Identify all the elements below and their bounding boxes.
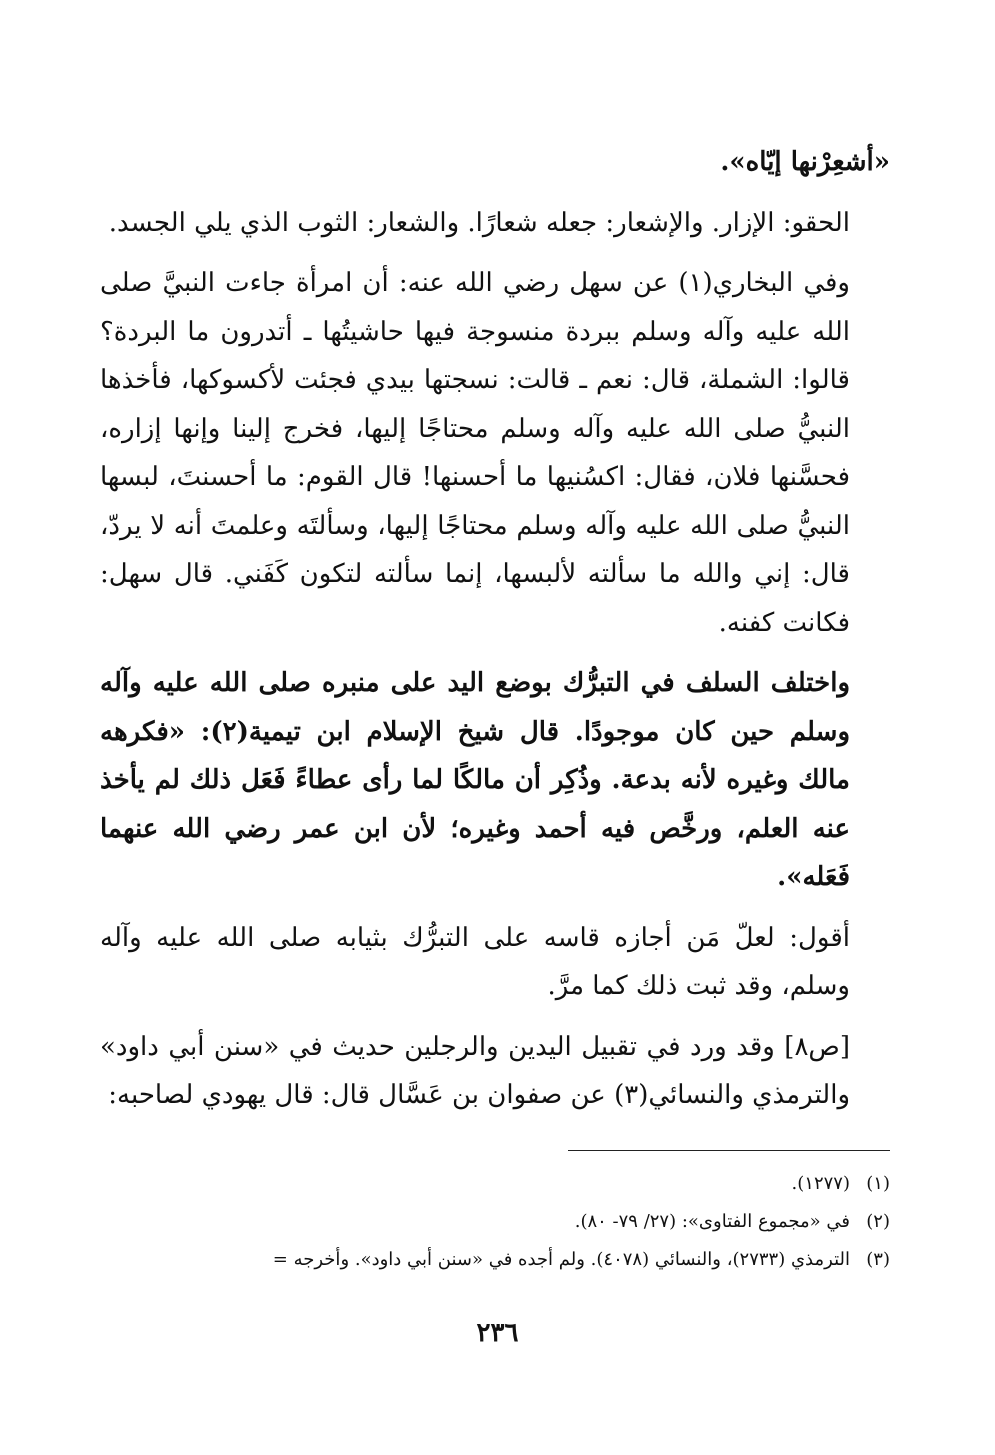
paragraph-bukhari-hadith: وفي البخاري(١) عن سهل رضي الله عنه: أن امرأة جاءت النبيَّ صلى الله عليه وآله وسلم ببردة منسوجة فيها حاشيتُها ـ أتدرون ما البردة؟ قالوا: الشملة، قال: نعم ـ قالت: نسجتها بيدي فجئت لأكسوكها، فأخذها النبيُّ صلى الله عليه وآله وسلم محتاجًا إليها، فخرج إلينا وإنها إزاره، فحسَّنها فلان، فقال: اكسُنيها ما أحسنها! قال القوم: ما أحسنتَ، لبسها النبيُّ صلى الله عليه وآله وسلم محتاجًا إليها، وسألتَه وعلمتَ أنه لا يردّ، قال: إني والله ما سألته لألبسها، إنما سألته لتكون كَفَني. قال سهل: فكانت كفنه. (100, 268, 850, 638)
footnote (100, 1165, 890, 1203)
body-text (100, 138, 890, 1120)
footnote-text: الترمذي (٢٧٣٣)، والنسائي (٤٠٧٨). ولم أجده في «سنن أبي داود». وأخرجه = (272, 1249, 850, 1270)
footnote-number: (١) (866, 1173, 890, 1194)
paragraph-salaf-disagreement: واختلف السلف في التبرُّك بوضع اليد على منبره صلى الله عليه وآله وسلم حين كان موجودًا. قال شيخ الإسلام ابن تيمية(٢): «فكرهه مالك وغيره لأنه بدعة. وذُكِر أن مالكًا لما رأى عطاءً فَعَل ذلك لم يأخذ عنه العلم، ورخَّص فيه أحمد وغيره؛ لأن ابن عمر رضي الله عنهما فَعَله». (100, 668, 850, 892)
footnote (100, 1203, 890, 1241)
paragraph-quote-end: «أشعِرْنها إيّاه». (720, 147, 890, 177)
footnote-number: (٣) (866, 1249, 890, 1270)
paragraph-kissing-hands: [ص٨] وقد ورد في تقبيل اليدين والرجلين حديث في «سنن أبي داود» والترمذي والنسائي(٣) عن صفوان بن عَسَّال قال: قال يهودي لصاحبه: (100, 1031, 850, 1110)
footnotes (100, 1165, 890, 1279)
paragraph-author-opinion: أقول: لعلّ مَن أجازه قاسه على التبرُّك بثيابه صلى الله عليه وآله وسلم، وقد ثبت ذلك كما مرَّ. (100, 922, 850, 1001)
footnote-text: في «مجموع الفتاوى»: (٢٧/ ٧٩- ٨٠). (574, 1211, 850, 1232)
footnote-separator (568, 1150, 890, 1151)
paragraph-definitions: الحقو: الإزار. والإشعار: جعله شعارًا. والشعار: الثوب الذي يلي الجسد. (108, 207, 850, 238)
footnote (100, 1241, 890, 1279)
page-number: ٢٣٦ (476, 1318, 519, 1348)
footnote-text: (١٢٧٧). (791, 1173, 850, 1194)
footnote-number: (٢) (866, 1211, 890, 1232)
